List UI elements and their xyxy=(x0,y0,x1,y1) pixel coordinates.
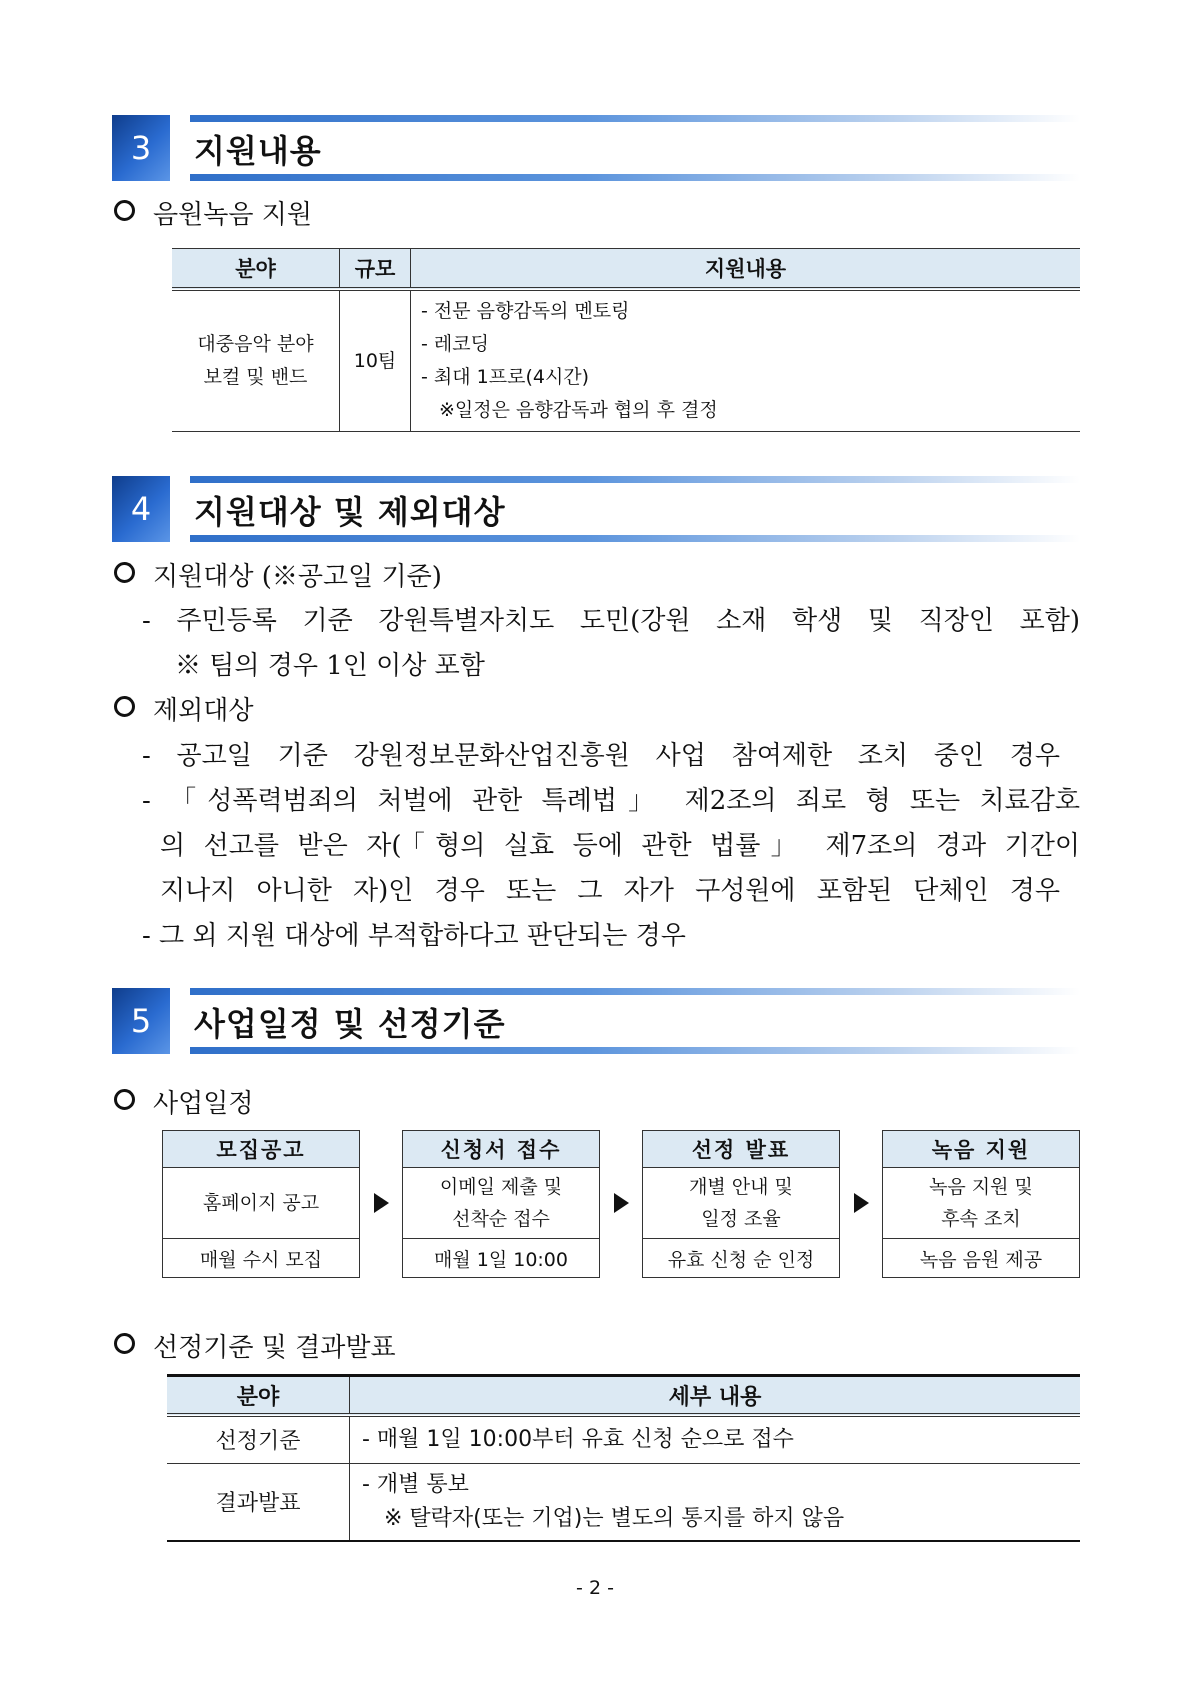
section-bar-top xyxy=(190,476,1080,483)
table-row xyxy=(172,289,1080,432)
bullet-eligibility: 지원대상 (※공고일 기준) xyxy=(114,556,442,593)
eligibility-line: - 주민등록 기준 강원특별자치도 도민(강원 소재 학생 및 직장인 포함) xyxy=(142,606,1080,636)
circle-bullet-icon xyxy=(114,1333,135,1354)
arrow-right-icon xyxy=(854,1193,869,1213)
table-header: 세부 내용 xyxy=(350,1376,1081,1416)
step-bottom: 매월 1일 10:00 xyxy=(434,1249,568,1271)
step-bottom: 유효 신청 순 인정 xyxy=(667,1249,815,1271)
step-title: 신청서 접수 xyxy=(403,1131,599,1168)
criteria-text: - 매월 1일 10:00부터 유효 신청 순으로 접수 xyxy=(362,1426,794,1452)
circle-bullet-icon xyxy=(114,200,135,221)
arrow-right-icon xyxy=(374,1193,389,1213)
section-3-header xyxy=(112,115,1080,181)
table-header: 규모 xyxy=(340,249,411,290)
excluded-line: - 공고일 기준 강원정보문화산업진흥원 사업 참여제한 조치 중인 경우 xyxy=(142,741,1060,771)
step-title: 모집공고 xyxy=(163,1131,359,1168)
result-text: - 개별 통보 ※ 탈락자(또는 기업)는 별도의 통지를 하지 않음 xyxy=(362,1471,845,1531)
bullet-excluded: 제외대상 xyxy=(114,690,253,727)
result-label: 결과발표 xyxy=(167,1463,350,1541)
selection-table xyxy=(167,1374,1080,1542)
bullet-selection: 선정기준 및 결과발표 xyxy=(114,1327,396,1364)
section-5-header xyxy=(112,988,1080,1054)
excluded-line: - 그 외 지원 대상에 부적합하다고 판단되는 경우 xyxy=(142,921,686,951)
circle-bullet-icon xyxy=(114,1089,135,1110)
excluded-line: 의 선고를 받은 자(「형의 실효 등에 관한 법률」 제7조의 경과 기간이 xyxy=(160,831,1080,861)
section-title: 사업일정 및 선정기준 xyxy=(194,1005,506,1043)
section-number: 5 xyxy=(112,988,170,1054)
step-desc: 개별 안내 및 일정 조율 xyxy=(643,1168,839,1239)
section-bar-bottom xyxy=(190,174,1080,181)
table-row xyxy=(167,1463,1080,1541)
page-number: - 2 - xyxy=(576,1577,614,1599)
schedule-step xyxy=(642,1130,840,1278)
support-content-table xyxy=(172,248,1080,432)
step-desc: 이메일 제출 및 선착순 접수 xyxy=(403,1168,599,1239)
table-header: 분야 xyxy=(167,1376,350,1416)
section-bar-top xyxy=(190,115,1080,122)
content-cell: - 전문 음향감독의 멘토링 - 레코딩 - 최대 1프로(4시간) ※일정은 음향감독과 협의 후 결정 xyxy=(411,289,1081,432)
criteria-label: 선정기준 xyxy=(167,1415,350,1463)
excluded-line: 지나지 아니한 자)인 경우 또는 그 자가 구성원에 포함된 단체인 경우 xyxy=(160,876,1060,906)
arrow-right-icon xyxy=(614,1193,629,1213)
step-bottom: 매월 수시 모집 xyxy=(199,1249,323,1271)
section-bar-bottom xyxy=(190,1047,1080,1054)
circle-bullet-icon xyxy=(114,696,135,717)
section-bar-bottom xyxy=(190,535,1080,542)
section-4-header xyxy=(112,476,1080,542)
bullet-recording-support: 음원녹음 지원 xyxy=(114,194,312,231)
bullet-schedule: 사업일정 xyxy=(114,1083,253,1120)
step-desc: 홈페이지 공고 xyxy=(163,1168,359,1239)
step-title: 녹음 지원 xyxy=(883,1131,1079,1168)
schedule-step xyxy=(162,1130,360,1278)
section-number: 3 xyxy=(112,115,170,181)
section-bar-top xyxy=(190,988,1080,995)
step-desc: 녹음 지원 및 후속 조치 xyxy=(883,1168,1079,1239)
step-bottom: 녹음 음원 제공 xyxy=(919,1249,1043,1271)
excluded-line: - 「성폭력범죄의 처벌에 관한 특례법」 제2조의 죄로 형 또는 치료감호 xyxy=(142,786,1080,816)
section-number: 4 xyxy=(112,476,170,542)
table-row xyxy=(167,1415,1080,1463)
schedule-step xyxy=(882,1130,1080,1278)
section-title: 지원내용 xyxy=(194,132,322,170)
field-cell: 대중음악 분야 보컬 및 밴드 xyxy=(197,333,314,388)
table-header: 지원내용 xyxy=(411,249,1081,290)
schedule-step xyxy=(402,1130,600,1278)
circle-bullet-icon xyxy=(114,562,135,583)
section-title: 지원대상 및 제외대상 xyxy=(194,493,506,531)
scale-cell: 10팀 xyxy=(340,289,411,432)
step-title: 선정 발표 xyxy=(643,1131,839,1168)
eligibility-note: ※ 팀의 경우 1인 이상 포함 xyxy=(175,651,485,681)
table-header: 분야 xyxy=(172,249,340,290)
